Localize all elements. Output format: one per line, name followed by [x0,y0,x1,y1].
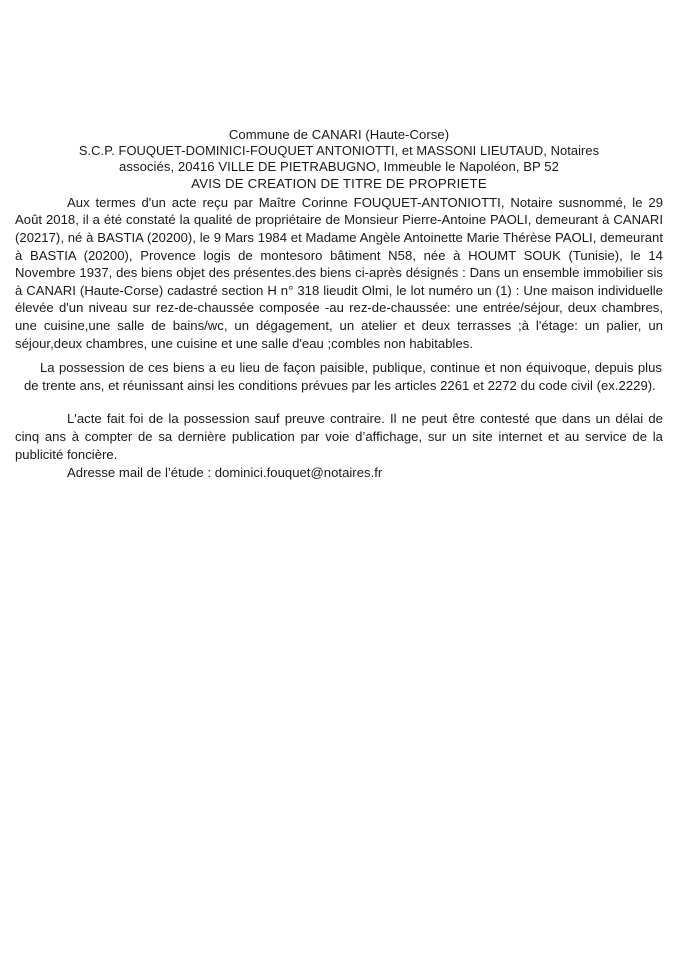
document-header [15,127,663,192]
paragraph-possession: La possession de ces biens a eu lieu de façon paisible, publique, continue et non équivoque, depuis plus de trente ans, et réunissant ainsi les conditions prévues par les articles 2261 et 2272 du code civil (ex.2229). [24,360,662,393]
document-content [15,127,663,482]
document-title: AVIS DE CREATION DE TITRE DE PROPRIETE [191,175,487,191]
header-commune-line: Commune de CANARI (Haute-Corse) [228,127,450,142]
paragraph-main-declaration: Aux termes d'un acte reçu par Maître Corinne FOUQUET-ANTONIOTTI, Notaire susnommé, le 29 Août 2018, il a été constaté la qualité de propriétaire de Monsieur Pierre-Antoine PAOLI, demeurant à CANARI (20217), né à BASTIA (20200), le 9 Mars 1984 et Madame Angèle Antoinette Marie Thérèse PAOLI, demeurant à BASTIA (20200), Provence logis de montesoro bâtiment N58, née à HOUMT SOUK (Tunisie), le 14 Novembre 1937, des biens objet des présentes.des biens ci-après désignés : Dans un ensemble immobilier sis à CANARI (Haute-Corse) cadastré section H n° 318 lieudit Olmi, le lot numéro un (1) : Une maison individuelle élevée d'un niveau sur rez-de-chaussée composée -au rez-de-chaussée: une entrée/séjour, deux chambres, une cuisine,une salle de bains/wc, un dégagement, un atelier et deux terrasses ;à l'étage: un palier, un séjour,deux chambres, une cuisine et une salle d'eau ;combles non habitables. [15,194,663,351]
header-address-line: associés, 20416 VILLE DE PIETRABUGNO, Immeuble le Napoléon, BP 52 [119,159,559,175]
header-notaires-line: S.C.P. FOUQUET-DOMINICI-FOUQUET ANTONIOTTI, et MASSONI LIEUTAUD, Notaires [78,143,600,159]
paragraph-acte-validity: L'acte fait foi de la possession sauf preuve contraire. Il ne peut être contesté que dans un délai de cinq ans à compter de sa dernière publication par voie d’affichage, sur un site internet et au service de la publicité foncière. [15,411,663,462]
paragraph-email-address: Adresse mail de l’étude : dominici.fouquet@notaires.fr [67,465,383,481]
